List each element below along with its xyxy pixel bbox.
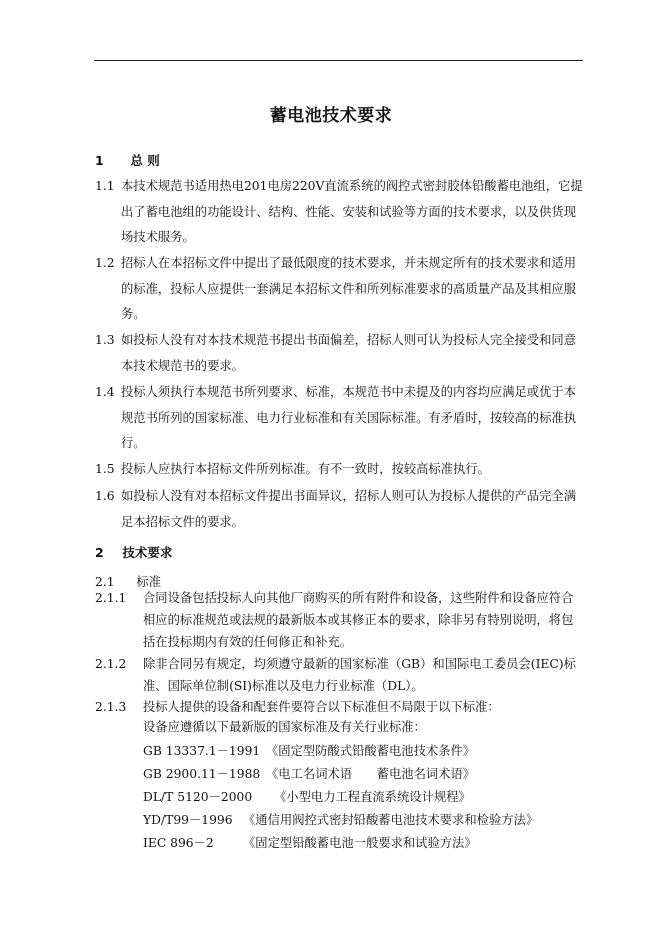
clause-number: 1.3 xyxy=(95,333,115,347)
clause-1-2 xyxy=(95,251,583,328)
section-1-title: 总 则 xyxy=(130,153,160,168)
clause-2-1-2 xyxy=(95,653,583,697)
section-1-heading xyxy=(95,151,160,169)
clause-text: 除非合同另有规定，均须遵守最新的国家标准（GB）和国际电工委员会(IEC)标准、国际单位制(SI)标准以及电力行业标准（DL）。 xyxy=(143,657,576,693)
clause-number: 1.1 xyxy=(95,179,115,193)
clause-1-5 xyxy=(95,457,583,483)
standard-item xyxy=(143,786,583,809)
clause-1-3 xyxy=(95,328,583,379)
clause-text: 投标人须执行本规范书所列要求、标准，本规范书中未提及的内容均应满足或优于本规范书所列的国家标准、电力行业标准和有关国际标准。有矛盾时，按较高的标准执行。 xyxy=(121,385,576,450)
clause-number: 1.4 xyxy=(95,385,115,399)
standards-intro: 设备应遵循以下最新版的国家标准及有关行业标准： xyxy=(143,720,426,734)
section-2-heading xyxy=(95,543,172,561)
standard-item xyxy=(143,809,583,832)
clause-1-4 xyxy=(95,380,583,457)
section-2-title: 技术要求 xyxy=(122,545,173,560)
clause-text: 招标人在本招标文件中提出了最低限度的技术要求，并未规定所有的技术要求和适用的标准，投标人应提供一套满足本招标文件和所列标准要求的高质量产品及其相应服务。 xyxy=(121,256,576,321)
clause-number: 1.2 xyxy=(95,256,115,270)
standard-name: 《固定型铅酸蓄电池一般要求和试验方法》 xyxy=(243,836,477,850)
clause-text: 如投标人没有对本技术规范书提出书面偏差，招标人则可认为投标人完全接受和同意本技术规范书的要求。 xyxy=(121,333,576,373)
subsection-number: 2.1 xyxy=(95,575,115,589)
header-rule xyxy=(94,60,583,61)
standard-item xyxy=(143,832,583,855)
clause-text: 投标人提供的设备和配套件要符合以下标准但不局限于以下标准： xyxy=(143,700,500,714)
clause-2-1-1 xyxy=(95,587,583,653)
standard-code: IEC 896－2 xyxy=(143,836,214,850)
standard-item xyxy=(143,740,583,763)
clause-number: 2.1.2 xyxy=(95,657,127,671)
clause-1-6 xyxy=(95,484,583,535)
clause-number: 1.5 xyxy=(95,462,115,476)
section-2-number: 2 xyxy=(95,545,104,560)
clause-2-1-3 xyxy=(95,696,583,718)
standard-code: GB 2900.11－1988 xyxy=(143,767,261,781)
standard-code: YD/T99－1996 xyxy=(143,813,233,827)
clause-number: 1.6 xyxy=(95,489,115,503)
standard-name: 《通信用阀控式密封铅酸蓄电池技术要求和检验方法》 xyxy=(243,813,539,827)
clause-text: 合同设备包括投标人向其他厂商购买的所有附件和设备，这些附件和设备应符合相应的标准规范或法规的最新版本或其修正本的要求，除非另有特别说明，将包括在投标期内有效的任何修正和补充。 xyxy=(143,591,574,649)
standard-code: DL/T 5120－2000 xyxy=(143,790,253,804)
clause-text: 本技术规范书适用热电201电房220V直流系统的阀控式密封胶体铅酸蓄电池组，它提出了蓄电池组的功能设计、结构、性能、安装和试验等方面的技术要求，以及供货现场技术服务。 xyxy=(121,179,583,244)
subsection-title: 标准 xyxy=(136,575,162,589)
section-1-number: 1 xyxy=(95,153,104,168)
document-title: 蓄电池技术要求 xyxy=(269,106,393,126)
clause-text: 投标人应执行本招标文件所列标准。有不一致时，按较高标准执行。 xyxy=(121,462,490,476)
standard-name: 《电工名词术语 蓄电池名词术语》 xyxy=(266,767,476,781)
standard-item xyxy=(143,763,583,786)
clause-1-1 xyxy=(95,174,583,251)
clause-number: 2.1.3 xyxy=(95,700,127,714)
standard-code: GB 13337.1－1991 xyxy=(143,744,261,758)
standard-name: 《小型电力工程直流系统设计规程》 xyxy=(274,790,471,804)
standards-list xyxy=(143,740,583,855)
clause-text: 如投标人没有对本招标文件提出书面异议，招标人则可认为投标人提供的产品完全满足本招标文件的要求。 xyxy=(121,489,576,529)
clause-number: 2.1.1 xyxy=(95,591,127,605)
standard-name: 《固定型防酸式铅酸蓄电池技术条件》 xyxy=(266,744,476,758)
